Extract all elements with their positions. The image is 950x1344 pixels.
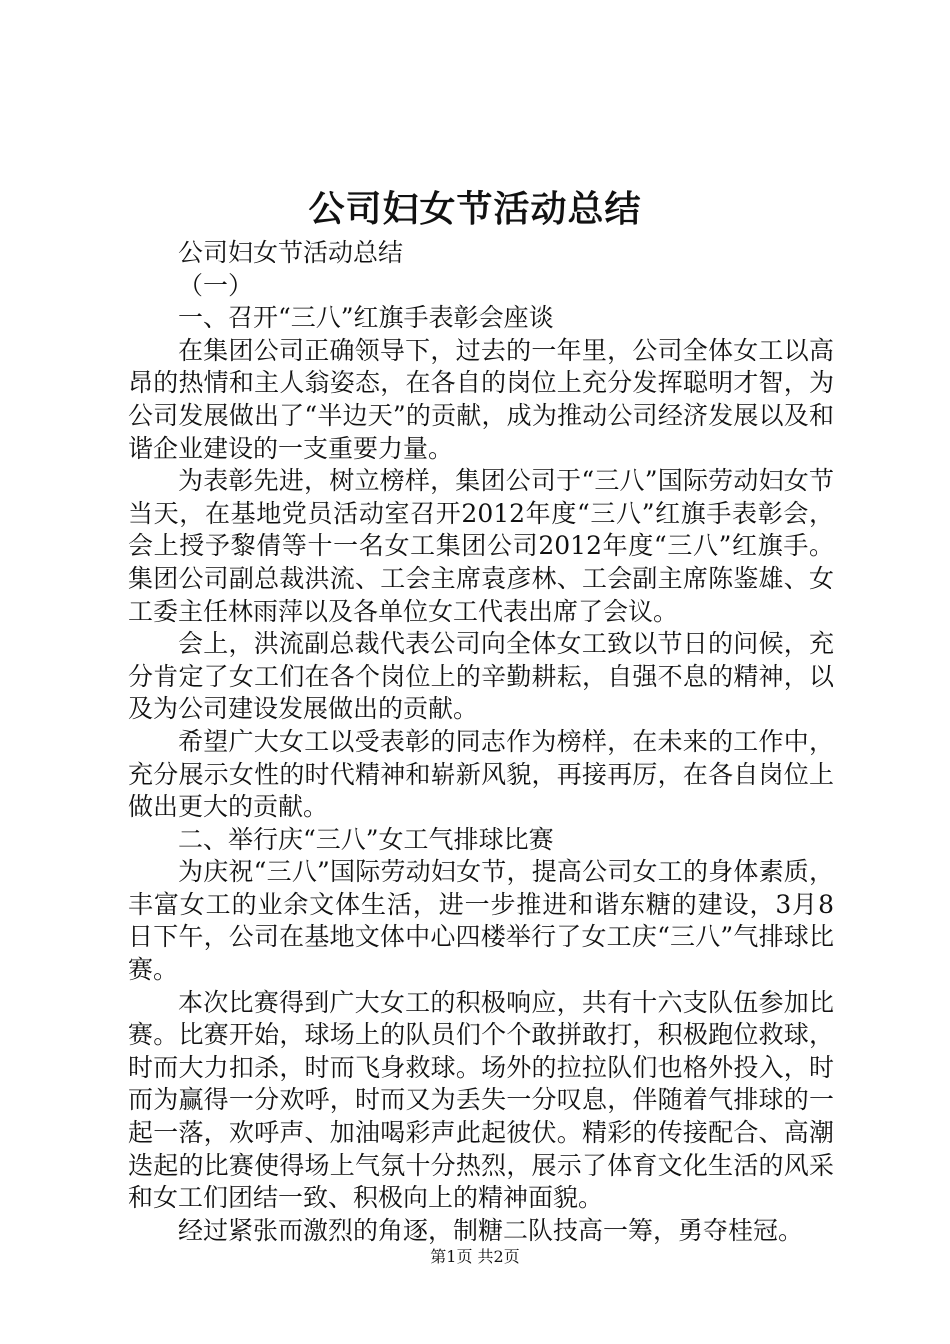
body-paragraph: 会上，洪流副总裁代表公司向全体女工致以节日的问候，充分肯定了女工们在各个岗位上的辛勤耕耘，自强不息的精神，以及为公司建设发展做出的贡献。 xyxy=(128,629,834,724)
section-heading-1: 一、召开“三八”红旗手表彰会座谈 xyxy=(178,303,554,333)
subtitle-paragraph: 公司妇女节活动总结 xyxy=(178,238,404,267)
document-title: 公司妇女节活动总结 xyxy=(308,188,642,230)
body-paragraph: 为庆祝“三八”国际劳动妇女节，提高公司女工的身体素质，丰富女工的业余文体生活，进一步推进和谐东糖的建设，3月8日下午，公司在基地文体中心四楼举行了女工庆“三八”气排球比赛。 xyxy=(128,857,834,985)
section-number: （一） xyxy=(178,270,254,300)
body-paragraph: 经过紧张而激烈的角逐，制糖二队技高一筹，勇夺桂冠。 xyxy=(178,1215,804,1245)
body-paragraph: 在集团公司正确领导下，过去的一年里，公司全体女工以高昂的热情和主人翁姿态，在各自的岗位上充分发挥聪明才智，为公司发展做出了“半边天”的贡献，成为推动公司经济发展以及和谐企业建设的一支重要力量。 xyxy=(128,335,834,463)
page-footer: 第1页 共2页 xyxy=(430,1247,520,1266)
body-paragraph: 本次比赛得到广大女工的积极响应，共有十六支队伍参加比赛。比赛开始，球场上的队员们个个敢拼敢打，积极跑位救球，时而大力扣杀，时而飞身救球。场外的拉拉队们也格外投入，时而为赢得一分欢呼，时而又为丢失一分叹息，伴随着气排球的一起一落，欢呼声、加油喝彩声此起彼伏。精彩的传接配合、高潮迭起的比赛使得场上气氛十分热烈，展示了体育文化生活的风采和女工们团结一致、积极向上的精神面貌。 xyxy=(128,987,834,1213)
body-paragraph: 为表彰先进，树立榜样，集团公司于“三八”国际劳动妇女节当天，在基地党员活动室召开2012年度“三八”红旗手表彰会，会上授予黎倩等十一名女工集团公司2012年度“三八”红旗手。集团公司副总裁洪流、工会主席袁彦林、工会副主席陈鉴雄、女工委主任林雨萍以及各单位女工代表出席了会议。 xyxy=(128,466,834,626)
body-paragraph: 希望广大女工以受表彰的同志作为榜样，在未来的工作中，充分展示女性的时代精神和崭新风貌，再接再厉，在各自岗位上做出更大的贡献。 xyxy=(128,726,834,822)
section-heading-2: 二、举行庆“三八”女工气排球比赛 xyxy=(178,824,554,854)
document-body xyxy=(128,237,834,1247)
